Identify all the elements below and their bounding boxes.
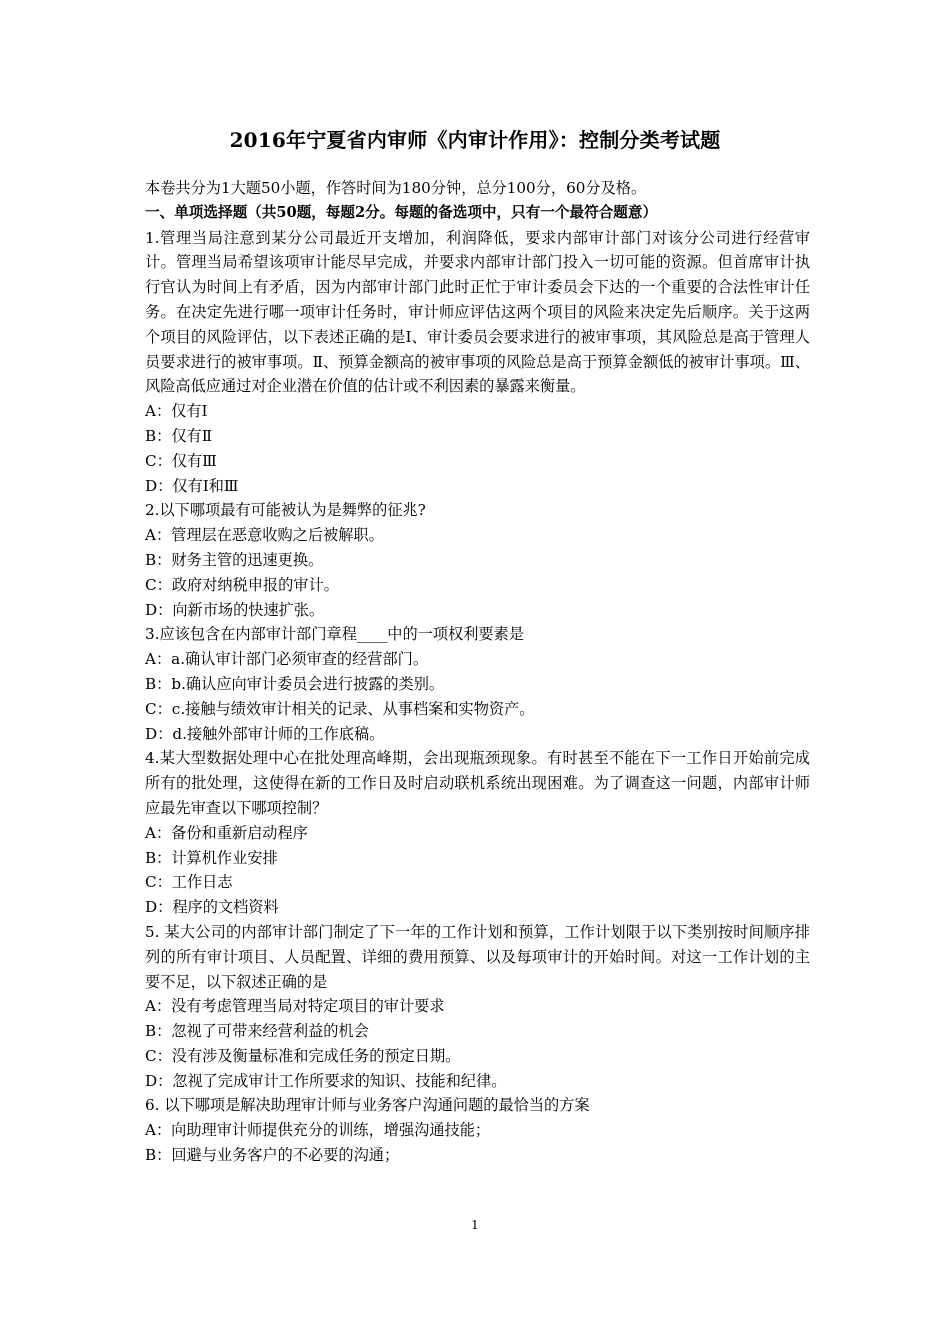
option-b: B：财务主管的迅速更换。 (145, 550, 324, 569)
option-d: D：仅有Ⅰ和Ⅲ (145, 476, 239, 495)
option-a: A：向助理审计师提供充分的训练，增强沟通技能； (145, 1121, 491, 1140)
option-d: D：忽视了完成审计工作所要求的知识、技能和纪律。 (145, 1071, 507, 1090)
option-c: C：仅有Ⅲ (145, 451, 217, 470)
option-a: A：仅有Ⅰ (145, 402, 208, 421)
question-4 (145, 746, 810, 920)
question-stem: 2.以下哪项最有可能被认为是舞弊的征兆? (145, 501, 426, 520)
question-stem: 5. 某大公司的内部审计部门制定了下一年的工作计划和预算，工作计划限于以下类别按时间顺序排列的所有审计项目、人员配置、详细的费用预算、以及每项审计的开始时间。对这一工作计划的主要不足，以下叙述正确的是 (145, 922, 810, 991)
page-number: 1 (471, 1218, 479, 1232)
question-6 (145, 1093, 810, 1167)
option-a: A：没有考虑管理当局对特定项目的审计要求 (145, 997, 445, 1016)
option-d: D：d.接触外部审计师的工作底稿。 (145, 724, 385, 743)
question-2 (145, 498, 810, 622)
option-c: C：工作日志 (145, 873, 233, 892)
question-stem: 1.管理当局注意到某分公司最近开支增加，利润降低，要求内部审计部门对该分公司进行经营审计。管理当局希望该项审计能尽早完成，并要求内部审计部门投入一切可能的资源。但首席审计执行官认为时间上有矛盾，因为内部审计部门此时正忙于审计委员会下达的一个重要的合法性审计任务。在决定先进行哪一项审计任务时，审计师应评估这两个项目的风险来决定先后顺序。关于这两个项目的风险评估，以下表述正确的是Ⅰ、审计委员会要求进行的被审事项，其风险总是高于管理人员要求进行的被审事项。Ⅱ、预算金额高的被审事项的风险总是高于预算金额低的被审计事项。Ⅲ、风险高低应通过对企业潜在价值的估计或不利因素的暴露来衡量。 (145, 228, 810, 396)
option-c: C：没有涉及衡量标准和完成任务的预定日期。 (145, 1046, 461, 1065)
option-a: A：a.确认审计部门必须审查的经营部门。 (145, 650, 429, 669)
question-stem: 6. 以下哪项是解决助理审计师与业务客户沟通问题的最恰当的方案 (145, 1096, 590, 1115)
option-d: D：程序的文档资料 (145, 898, 279, 917)
question-stem: 3.应该包含在内部审计部门章程____中的一项权利要素是 (145, 625, 524, 644)
section-heading: 一、单项选择题（共50题，每题2分。每题的备选项中，只有一个最符合题意） (145, 203, 658, 221)
option-b: B：仅有Ⅱ (145, 426, 213, 445)
question-5 (145, 920, 810, 1094)
document-body (145, 176, 810, 1168)
question-3 (145, 622, 810, 746)
option-b: B：忽视了可带来经营利益的机会 (145, 1022, 369, 1041)
page-title: 2016年宁夏省内审师《内审计作用》：控制分类考试题 (229, 128, 721, 152)
option-b: B：计算机作业安排 (145, 848, 278, 867)
option-a: A：管理层在恶意收购之后被解职。 (145, 526, 384, 545)
option-d: D：向新市场的快速扩张。 (145, 600, 325, 619)
option-b: B：b.确认应向审计委员会进行披露的类别。 (145, 674, 445, 693)
option-a: A：备份和重新启动程序 (145, 823, 308, 842)
option-c: C：政府对纳税申报的审计。 (145, 575, 339, 594)
option-b: B：回避与业务客户的不必要的沟通； (145, 1146, 400, 1165)
question-stem: 4.某大型数据处理中心在批处理高峰期，会出现瓶颈现象。有时甚至不能在下一工作日开始前完成所有的批处理，这使得在新的工作日及时启动联机系统出现困难。为了调查这一问题，内部审计师应最先审查以下哪项控制？ (145, 749, 810, 817)
option-c: C：c.接触与绩效审计相关的记录、从事档案和实物资产。 (145, 699, 535, 718)
question-1 (145, 226, 810, 499)
exam-intro: 本卷共分为1大题50小题，作答时间为180分钟，总分100分，60分及格。 (145, 179, 647, 197)
